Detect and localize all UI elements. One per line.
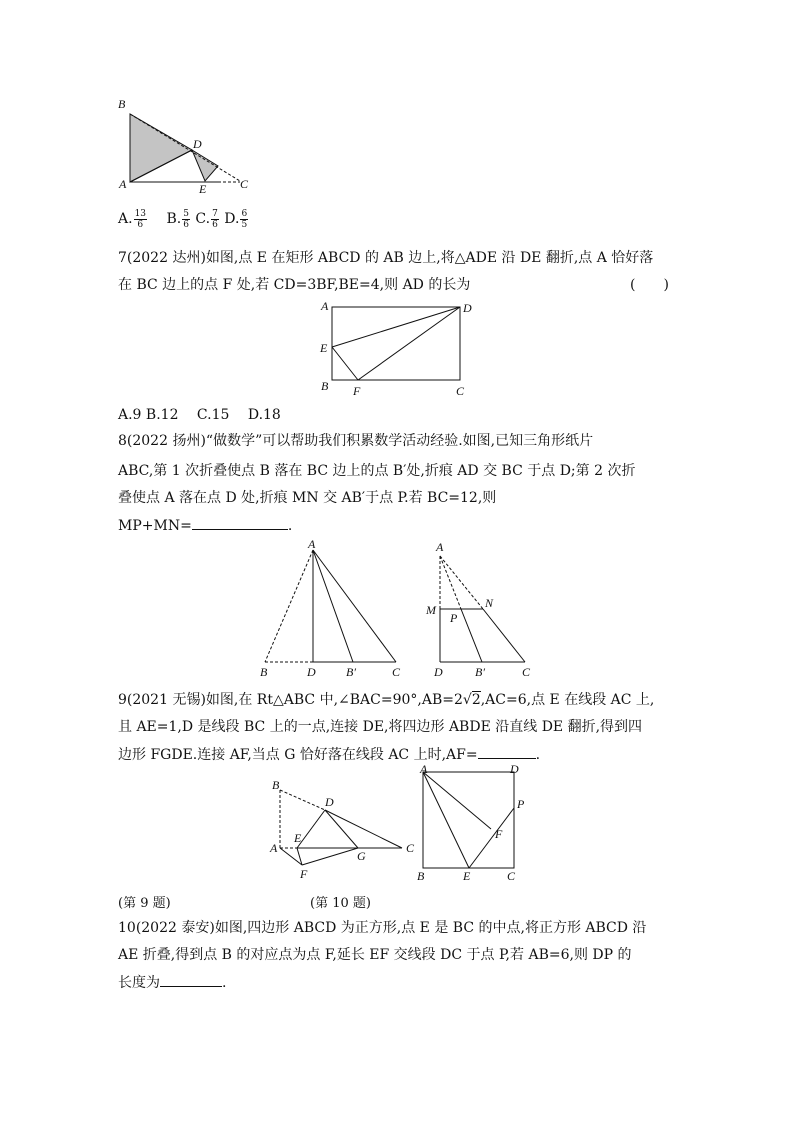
q9-label-e: E [294,831,302,845]
q9-sqrt-sign: √ [462,692,472,708]
q9-text-line-1 [118,690,654,710]
q8-text-line-3: 叠使点 A 落在点 D 处,折痕 MN 交 AB′于点 P.若 BC=12,则 [118,490,497,506]
q7-line-ef [332,347,358,380]
q8f2-label-c: C [522,665,531,679]
q10-text-line-3 [118,972,226,993]
q7-figure [315,295,485,400]
q8-figure-1 [255,535,415,680]
q10-label-c: C [507,869,516,883]
q9-text-line-2: 且 AE=1,D 是线段 BC 上的一点,连接 DE,将四边形 ABDE 沿直线 DE 翻折,得到四 [118,719,643,735]
q8f1-label-a: A [308,537,316,551]
q9-line-dg [325,810,358,848]
q7-rectangle-abcd [332,307,460,380]
q7-label-d: D [463,301,472,315]
q10-text-line-2: AE 折叠,得到点 B 的对应点为点 F,延长 EF 交线段 DC 于点 P,若 AB=6,则 DP 的 [118,947,632,963]
q7-label-a: A [321,299,329,313]
q6-label-d: D [193,137,202,151]
q10-label-e: E [463,869,471,883]
q10-figure-caption: (第 10 题) [310,896,371,911]
q6-figure [112,96,262,196]
q9-text-part-2: ,AC=6,点 E 在线段 AC 上, [480,692,655,708]
q10-line-ae [423,772,469,868]
q10-figure [410,762,540,887]
q8f1-line-ab2 [313,550,353,662]
q9-line-fg [302,848,358,865]
q8f1-line-ac [313,550,396,662]
q6-label-e: E [199,182,207,196]
q10-label-a: A [420,762,428,776]
q7-label-f: F [353,384,361,398]
q7-text-line-2: 在 BC 边上的点 F 处,若 CD=3BF,BE=4,则 AD 的长为 [118,277,471,293]
q10-label-f: F [495,827,503,841]
q6-label-b: B [118,97,126,111]
q8f2-line-nc [483,609,525,662]
q8f1-label-c: C [392,665,401,679]
q10-text-line-1: 10(2022 泰安)如图,四边形 ABCD 为正方形,点 E 是 BC 的中点,将正方形 ABCD 沿 [118,920,647,936]
q9-label-g: G [357,849,366,863]
q9-sqrt-value: 2 [471,692,481,708]
q7-text-line-1: 7(2022 达州)如图,点 E 在矩形 ABCD 的 AB 边上,将△ADE 沿 DE 翻折,点 A 恰好落 [118,250,654,266]
q10-line-af [423,772,491,829]
q8f2-dashed-ap [440,556,461,609]
q8f2-label-p: P [450,611,458,625]
q8f1-label-d: D [307,665,316,679]
q8f1-label-b-prime: B′ [346,665,356,679]
q7-options: A.9 B.12 C.15 D.18 [118,407,281,423]
q8f2-label-n: N [485,596,494,610]
q6-option-a: A. $\frac{13}{6}$ [118,208,147,230]
q6-options [118,205,249,233]
q8f2-label-a: A [436,540,444,554]
q9-label-f: F [300,867,308,881]
q10-answer-blank[interactable] [160,972,222,987]
q6-shaded-triangle-abd [130,114,192,182]
q9-label-c: C [406,841,415,855]
q8f1-label-b: B [260,665,268,679]
q10-line-ep [469,808,514,868]
q8f2-label-d: D [434,665,443,679]
q10-label-b: B [417,869,425,883]
q7-label-b: B [321,379,329,393]
q8-text-line-2: ABC,第 1 次折叠使点 B 落在 BC 边上的点 B′处,折痕 AD 交 BC 于点 D;第 2 次折 [118,463,636,479]
q8f2-label-b-prime: B′ [475,665,485,679]
q9-text-line-3-body: 边形 FGDE.连接 AF,当点 G 恰好落在线段 AC 上时,AF= [118,747,478,763]
q7-label-e: E [320,341,328,355]
q9-line-af [280,848,302,865]
q8f1-dashed-ab [265,550,313,662]
q10-label-d: D [510,762,519,776]
q9-label-b: B [272,778,280,792]
q10-square-abcd [423,772,514,868]
q9-label-a: A [270,841,278,855]
q7-line-de [332,307,460,347]
q9-figure-caption: (第 9 题) [118,896,171,911]
q8-figure-2 [420,535,540,680]
q8-text-line-4 [118,515,292,536]
q10-period: . [222,975,227,991]
q7-label-c: C [456,384,465,398]
q8-expression: MP+MN= [118,518,192,534]
q7-answer-bracket: ( ) [630,277,669,293]
q9-line-dc [325,810,402,848]
q6-option-c: C. $\frac{7}{6}$ [195,208,218,230]
q8-period: . [287,518,293,534]
q6-option-b: B. $\frac{5}{6}$ [166,208,189,230]
q7-line-df [358,307,460,380]
q9-sqrt [463,691,481,708]
q8f2-dashed-an [440,556,483,609]
q9-dashed-bd [280,790,325,810]
q9-answer-blank[interactable] [478,744,536,759]
q10-label-p: P [517,797,525,811]
q9-label-d: D [325,795,334,809]
q8f2-line-pb2 [461,609,482,662]
q8-answer-blank[interactable] [192,515,288,530]
q6-label-a: A [119,177,127,191]
q9-period: . [535,747,541,763]
q9-text-part-1: 9(2021 无锡)如图,在 Rt△ABC 中,∠BAC=90°,AB=2 [118,692,463,708]
q8-text-line-1: 8(2022 扬州)“做数学”可以帮助我们积累数学活动经验.如图,已知三角形纸片 [118,433,594,449]
q10-text-line-3-body: 长度为 [118,975,160,991]
q9-figure [265,772,425,882]
q6-label-c: C [240,177,249,191]
q8f2-label-m: M [426,603,436,617]
q6-option-d: D. $\frac{6}{5}$ [224,208,248,230]
